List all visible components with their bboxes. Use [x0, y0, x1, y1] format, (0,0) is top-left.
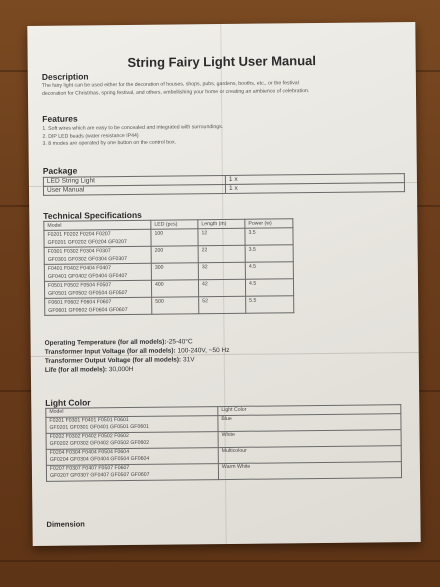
feature-item: 2. DIP LED beads (water resistance IP44) [42, 132, 139, 140]
features-list [42, 122, 402, 148]
spec-label: Operating Temperature (for all models): [44, 338, 167, 347]
model-cell [44, 280, 151, 298]
model-line: F0202 F0302 F0402 F0502 F0602 [49, 432, 129, 440]
model-line: F0201 F0202 F0204 F0207 [47, 231, 111, 238]
model-cell [44, 229, 151, 247]
column-header: Power (w) [245, 219, 293, 229]
model-cell [46, 431, 218, 449]
features-heading: Features [42, 113, 78, 124]
table-cell: User Manual [43, 184, 225, 195]
model-cell [44, 246, 151, 264]
model-cell [46, 415, 218, 433]
model-line: GF0207 GF0307 GF0407 GF0507 GF0607 [49, 471, 150, 479]
model-cell [45, 297, 152, 315]
column-header: LED (pcs) [151, 220, 198, 229]
model-line: GF0202 GF0302 GF0402 GF0502 GF0602 [49, 439, 150, 447]
specs-block [45, 337, 230, 375]
model-cell [44, 263, 151, 281]
power-cell: 3.5 [245, 228, 293, 246]
model-line: GF0301 GF0302 GF0304 GF0307 [47, 256, 128, 263]
color-cell: Blue [218, 413, 401, 431]
table-row [45, 296, 294, 316]
manual-title: String Fairy Light User Manual [127, 53, 317, 70]
model-line: GF0201 GF0301 GF0401 GF0501 GF0601 [49, 423, 150, 431]
description-heading: Description [41, 71, 89, 82]
length-cell: 52 [199, 296, 246, 313]
spec-value: 30,000H [108, 365, 134, 374]
life-span [45, 364, 230, 375]
spec-label: Life (for all models): [44, 366, 108, 374]
description-line: decoration for Christmas, spring festival, and others, embellishing your home or creating an ambience of celebration. [41, 87, 310, 97]
model-cell [46, 463, 218, 481]
feature-item: 3. 8 modes are operated by one button on the control box. [42, 139, 177, 147]
tech-specs-heading: Technical Specifications [43, 209, 142, 221]
led-cell: 400 [151, 280, 198, 297]
column-header: Light Color [218, 405, 401, 415]
package-table [43, 173, 405, 196]
color-cell: White [218, 429, 401, 447]
description-text [42, 79, 402, 98]
led-cell: 100 [151, 229, 198, 246]
light-color-heading: Light Color [45, 397, 91, 408]
model-line: F0207 F0307 F0407 F0507 F0607 [49, 464, 130, 472]
description-line: The fairy light can be used either for the decoration of houses, shops, pubs, gardens, booths, etc., or the festival [41, 80, 299, 89]
color-cell: Warm White [218, 461, 401, 479]
light-color-table [45, 404, 402, 481]
table-cell: LED String Light [43, 175, 225, 186]
tech-specs-table [43, 218, 294, 316]
model-line: GF0601 GF0602 GF0604 GF0607 [48, 307, 128, 314]
model-line: GF0501 GF0502 GF0504 GF0507 [48, 290, 128, 297]
power-cell: 5.5 [246, 296, 294, 314]
model-line: F0401 F0402 F0404 F0407 [47, 265, 112, 272]
color-cell: Multicolour [218, 445, 401, 463]
spec-value: 100-240V, ~50 Hz [177, 346, 230, 355]
led-cell: 500 [152, 297, 199, 314]
length-cell: 22 [198, 245, 245, 262]
package-heading: Package [42, 165, 78, 176]
manual-sheet [27, 22, 420, 546]
model-line: GF0204 GF0304 GF0404 GF0504 GF0604 [49, 455, 150, 463]
spec-value: -25-40°C [166, 338, 193, 346]
length-cell: 32 [198, 262, 245, 279]
power-cell: 4.5 [245, 262, 293, 280]
model-line: F0301 F0302 F0304 F0307 [47, 248, 111, 255]
led-cell: 300 [151, 263, 198, 280]
spec-label: Transformer Input Voltage (for all models): [44, 347, 176, 356]
power-cell: 4.5 [245, 279, 293, 297]
column-header: Length (m) [198, 219, 245, 228]
model-cell [46, 447, 218, 465]
table-cell: 1 x [225, 183, 404, 194]
model-line: GF0401 GF0402 GF0404 GF0407 [47, 273, 128, 280]
dimension-heading: Dimension [46, 519, 85, 529]
power-cell: 3.5 [245, 245, 293, 263]
led-cell: 200 [151, 246, 198, 263]
model-line: GF0201 GF0202 GF0204 GF0207 [47, 239, 127, 246]
feature-item: 1. Soft wires which are easy to be concealed and integrated with surroundings. [42, 124, 224, 132]
length-cell: 42 [198, 279, 245, 296]
table-row [46, 461, 401, 481]
spec-label: Transformer Output Voltage (for all models): [44, 356, 182, 365]
table-cell: 1 x [225, 174, 404, 185]
length-cell: 12 [198, 228, 245, 245]
model-line: F0601 F0602 F0604 F0607 [48, 299, 112, 306]
wood-grain [0, 560, 440, 562]
model-line: F0204 F0304 F0404 F0504 F0604 [49, 448, 130, 456]
column-header: Model [44, 220, 151, 230]
column-header: Model [46, 407, 218, 417]
model-line: F0501 F0502 F0504 F0507 [47, 282, 112, 289]
model-line: F0201 F0301 F0401 F0501 F0601 [49, 416, 129, 424]
spec-value: 31V [182, 356, 195, 364]
